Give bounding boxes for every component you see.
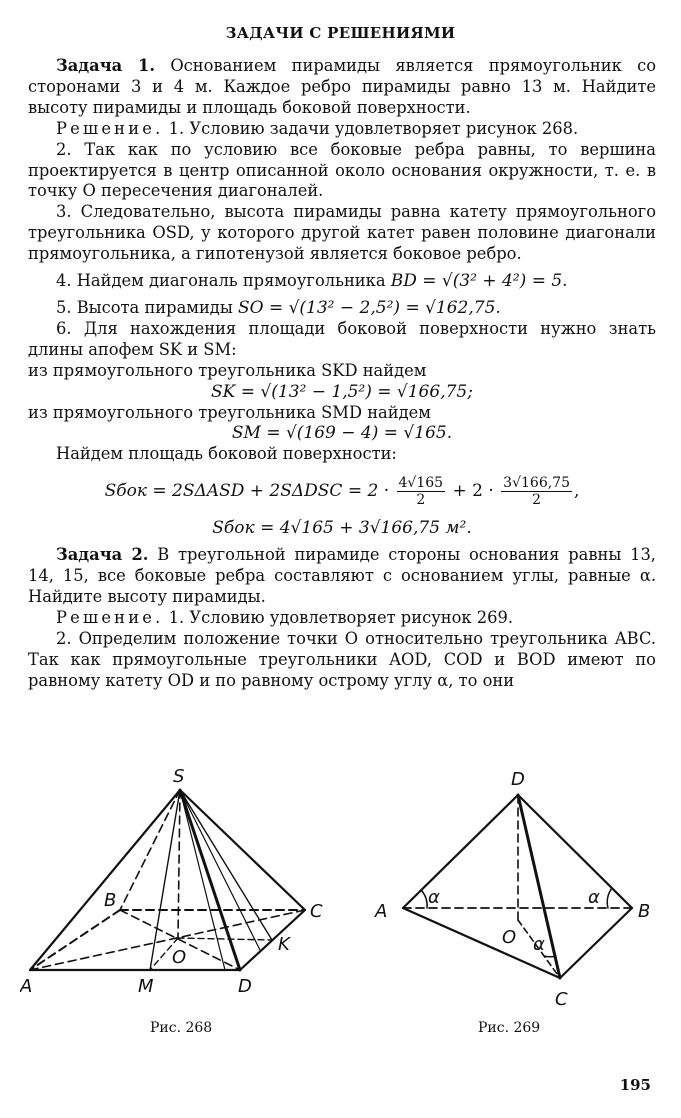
task1-step4: 4. Найдем диагональ прямоугольника BD = √(3² + 4²) = 5. — [56, 271, 568, 292]
figure-268-pyramid — [20, 760, 340, 1000]
fraction-2: $\frac{3√166,75}{2}$ — [503, 475, 570, 509]
figure-268-caption: Рис. 268 — [150, 1020, 213, 1036]
label-a: A — [20, 976, 33, 997]
label-a: A — [375, 901, 388, 922]
sk-formula: SK = √(13² − 1,5²) = √166,75; — [211, 381, 473, 402]
task2-solution-step1: Решение. 1. Условию удовлетворяет рисунок 269. — [56, 607, 514, 627]
label-s: S — [173, 766, 185, 787]
so-formula: SO = √(13² − 2,5²) = √162,75. — [237, 297, 501, 318]
label-d: D — [511, 769, 525, 790]
label-b: B — [104, 890, 117, 911]
label-k: K — [278, 934, 290, 955]
task1-step5: 5. Высота пирамиды SO = √(13² − 2,5²) = √162,75. — [56, 297, 501, 318]
task2-title: Задача 2. — [56, 545, 149, 565]
label-alpha-b: α — [588, 887, 600, 908]
task2-step2: 2. Определим положение точки O относительно треугольника ABC. Так как прямоугольные треугольники AOD, COD и BOD имеют по равному катету OD и по равному острому углу α, то они — [28, 628, 656, 690]
task1-step3: 3. Следовательно, высота пирамиды равна катету прямоугольного треугольника OSD, у которого другой катет равен половине диагонали прямоугольника, а гипотенузой является боковое ребро. — [28, 202, 656, 264]
task1-area-text: Найдем площадь боковой поверхности: — [56, 444, 397, 464]
bd-formula: BD = √(3² + 4²) = 5. — [390, 271, 568, 292]
figure-269-pyramid — [370, 760, 670, 1010]
sm-formula: SM = √(169 − 4) = √165. — [231, 423, 453, 444]
task2-statement: Задача 2. В треугольной пирамиде стороны основания равны 13, 14, 15, все боковые ребра составляют с основанием углы, равные α. Найдите высоту пирамиды. — [28, 545, 656, 606]
area-formula: Sбок = 2SΔASD + 2SΔDSC = 2 · $\frac{4√165}{2}$ + 2 · $\frac{3√166,75}{2}$ , — [104, 475, 580, 509]
label-o: O — [172, 947, 187, 968]
section-heading: ЗАДАЧИ С РЕШЕНИЯМИ — [225, 24, 456, 42]
label-m: M — [138, 976, 154, 997]
label-c: C — [555, 989, 568, 1010]
page-number: 195 — [619, 1076, 651, 1094]
task1-smd-text: из прямоугольного треугольника SMD найдем — [28, 402, 431, 422]
label-c: C — [310, 901, 323, 922]
solution-label: Решение. — [56, 118, 164, 138]
task1-solution-step1: Решение. 1. Условию задачи удовлетворяет рисунок 268. — [56, 118, 579, 138]
label-b: B — [638, 901, 651, 922]
solution-label: Решение. — [56, 607, 164, 627]
task1-step6: 6. Для нахождения площади боковой поверхности нужно знать длины апофем SK и SM: — [28, 318, 656, 359]
label-alpha-c: α — [533, 934, 545, 955]
area-result: Sбок = 4√165 + 3√166,75 м². — [212, 518, 472, 539]
page-text — [28, 56, 656, 691]
task1-statement: Задача 1. Основанием пирамиды является прямоугольник со сторонами 3 и 4 м. Каждое ребро пирамиды равно 13 м. Найдите высоту пирамиды и площадь боковой поверхности. — [28, 56, 656, 117]
task1-skd-text: из прямоугольного треугольника SKD найдем — [28, 360, 427, 380]
label-o: O — [502, 927, 517, 948]
task1-title: Задача 1. — [56, 56, 155, 75]
label-alpha-a: α — [428, 887, 440, 908]
label-d: D — [238, 976, 252, 997]
fraction-1: $\frac{4√165}{2}$ — [398, 475, 444, 509]
figure-269-caption: Рис. 269 — [478, 1020, 541, 1036]
task1-step2: 2. Так как по условию все боковые ребра равны, то вершина проектируется в центр описанной около основания окружности, т. е. в точку O пересечения диагоналей. — [28, 139, 656, 201]
